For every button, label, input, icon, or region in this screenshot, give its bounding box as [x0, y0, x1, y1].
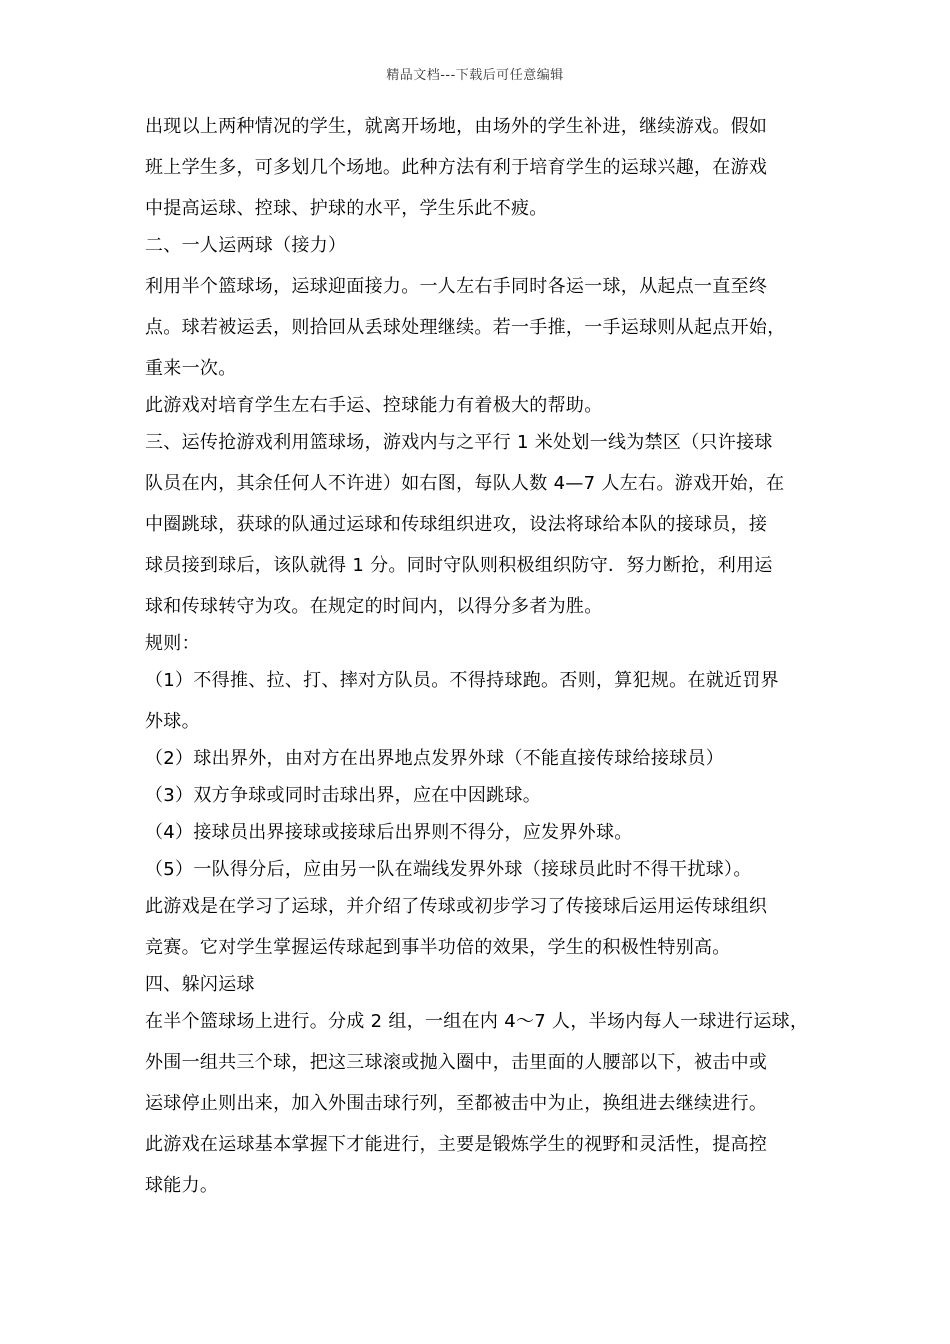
- text-line: 班上学生多，可多划几个场地。此种方法有利于培育学生的运球兴趣，在游戏: [145, 157, 768, 178]
- rule-item: （2）球出界外，由对方在出界地点发界外球（不能直接传球给接球员）: [145, 748, 725, 769]
- rule-item: （3）双方争球或同时击球出界，应在中因跳球。: [145, 785, 542, 806]
- section-heading: 二、一人运两球（接力）: [145, 235, 347, 256]
- page-header: 精品文档---下载后可任意编辑: [386, 68, 564, 83]
- text-line: 中提高运球、控球、护球的水平，学生乐此不疲。: [145, 198, 548, 219]
- section-heading: 三、运传抢游戏利用篮球场，游戏内与之平行 1 米处划一线为禁区（只许接球: [145, 432, 773, 453]
- document-body: [145, 118, 813, 1195]
- text-line: 球能力。: [145, 1175, 219, 1196]
- text-line: 外球。: [145, 711, 200, 732]
- rule-item: （5）一队得分后，应由另一队在端线发界外球（接球员此时不得干扰球）。: [145, 859, 752, 880]
- rules-heading: 规则：: [145, 633, 200, 654]
- text-line: 外围一组共三个球，把这三球滚或抛入圈中，击里面的人腰部以下，被击中或: [145, 1052, 768, 1073]
- section-heading: 四、躲闪运球: [145, 974, 255, 995]
- text-line: 重来一次。: [145, 358, 237, 379]
- text-line: 球和传球转守为攻。在规定的时间内，以得分多者为胜。: [145, 596, 603, 617]
- text-line: 中圈跳球，获球的队通过运球和传球组织进攻，设法将球给本队的接球员，接: [145, 514, 768, 535]
- text-line: 球员接到球后，该队就得 1 分。同时守队则积极组织防守．努力断抢，利用运: [145, 555, 773, 576]
- rule-item: （4）接球员出界接球或接球后出界则不得分，应发界外球。: [145, 822, 633, 843]
- text-line: 出现以上两种情况的学生，就离开场地，由场外的学生补进，继续游戏。假如: [145, 116, 768, 137]
- text-line: 利用半个篮球场，运球迎面接力。一人左右手同时各运一球，从起点一直至终: [145, 276, 768, 297]
- text-line: 此游戏是在学习了运球，并介绍了传球或初步学习了传接球后运用运传球组织: [145, 896, 768, 917]
- text-line: 在半个篮球场上进行。分成 2 组，一组在内 4～7 人，半场内每人一球进行运球，: [145, 1011, 809, 1032]
- text-line: 此游戏在运球基本掌握下才能进行，主要是锻炼学生的视野和灵活性，提高控: [145, 1134, 768, 1155]
- text-line: 竞赛。它对学生掌握运传球起到事半功倍的效果，学生的积极性特别高。: [145, 937, 731, 958]
- text-line: 队员在内，其余任何人不许进）如右图，每队人数 4—7 人左右。游戏开始，在: [145, 473, 785, 494]
- text-line: 此游戏对培育学生左右手运、控球能力有着极大的帮助。: [145, 395, 603, 416]
- rule-item: （1）不得推、拉、打、摔对方队员。不得持球跑。否则，算犯规。在就近罚界: [145, 670, 779, 691]
- text-line: 点。球若被运丢，则拾回从丢球处理继续。若一手推，一手运球则从起点开始，: [145, 317, 786, 338]
- text-line: 运球停止则出来，加入外围击球行列，至都被击中为止，换组进去继续进行。: [145, 1093, 768, 1114]
